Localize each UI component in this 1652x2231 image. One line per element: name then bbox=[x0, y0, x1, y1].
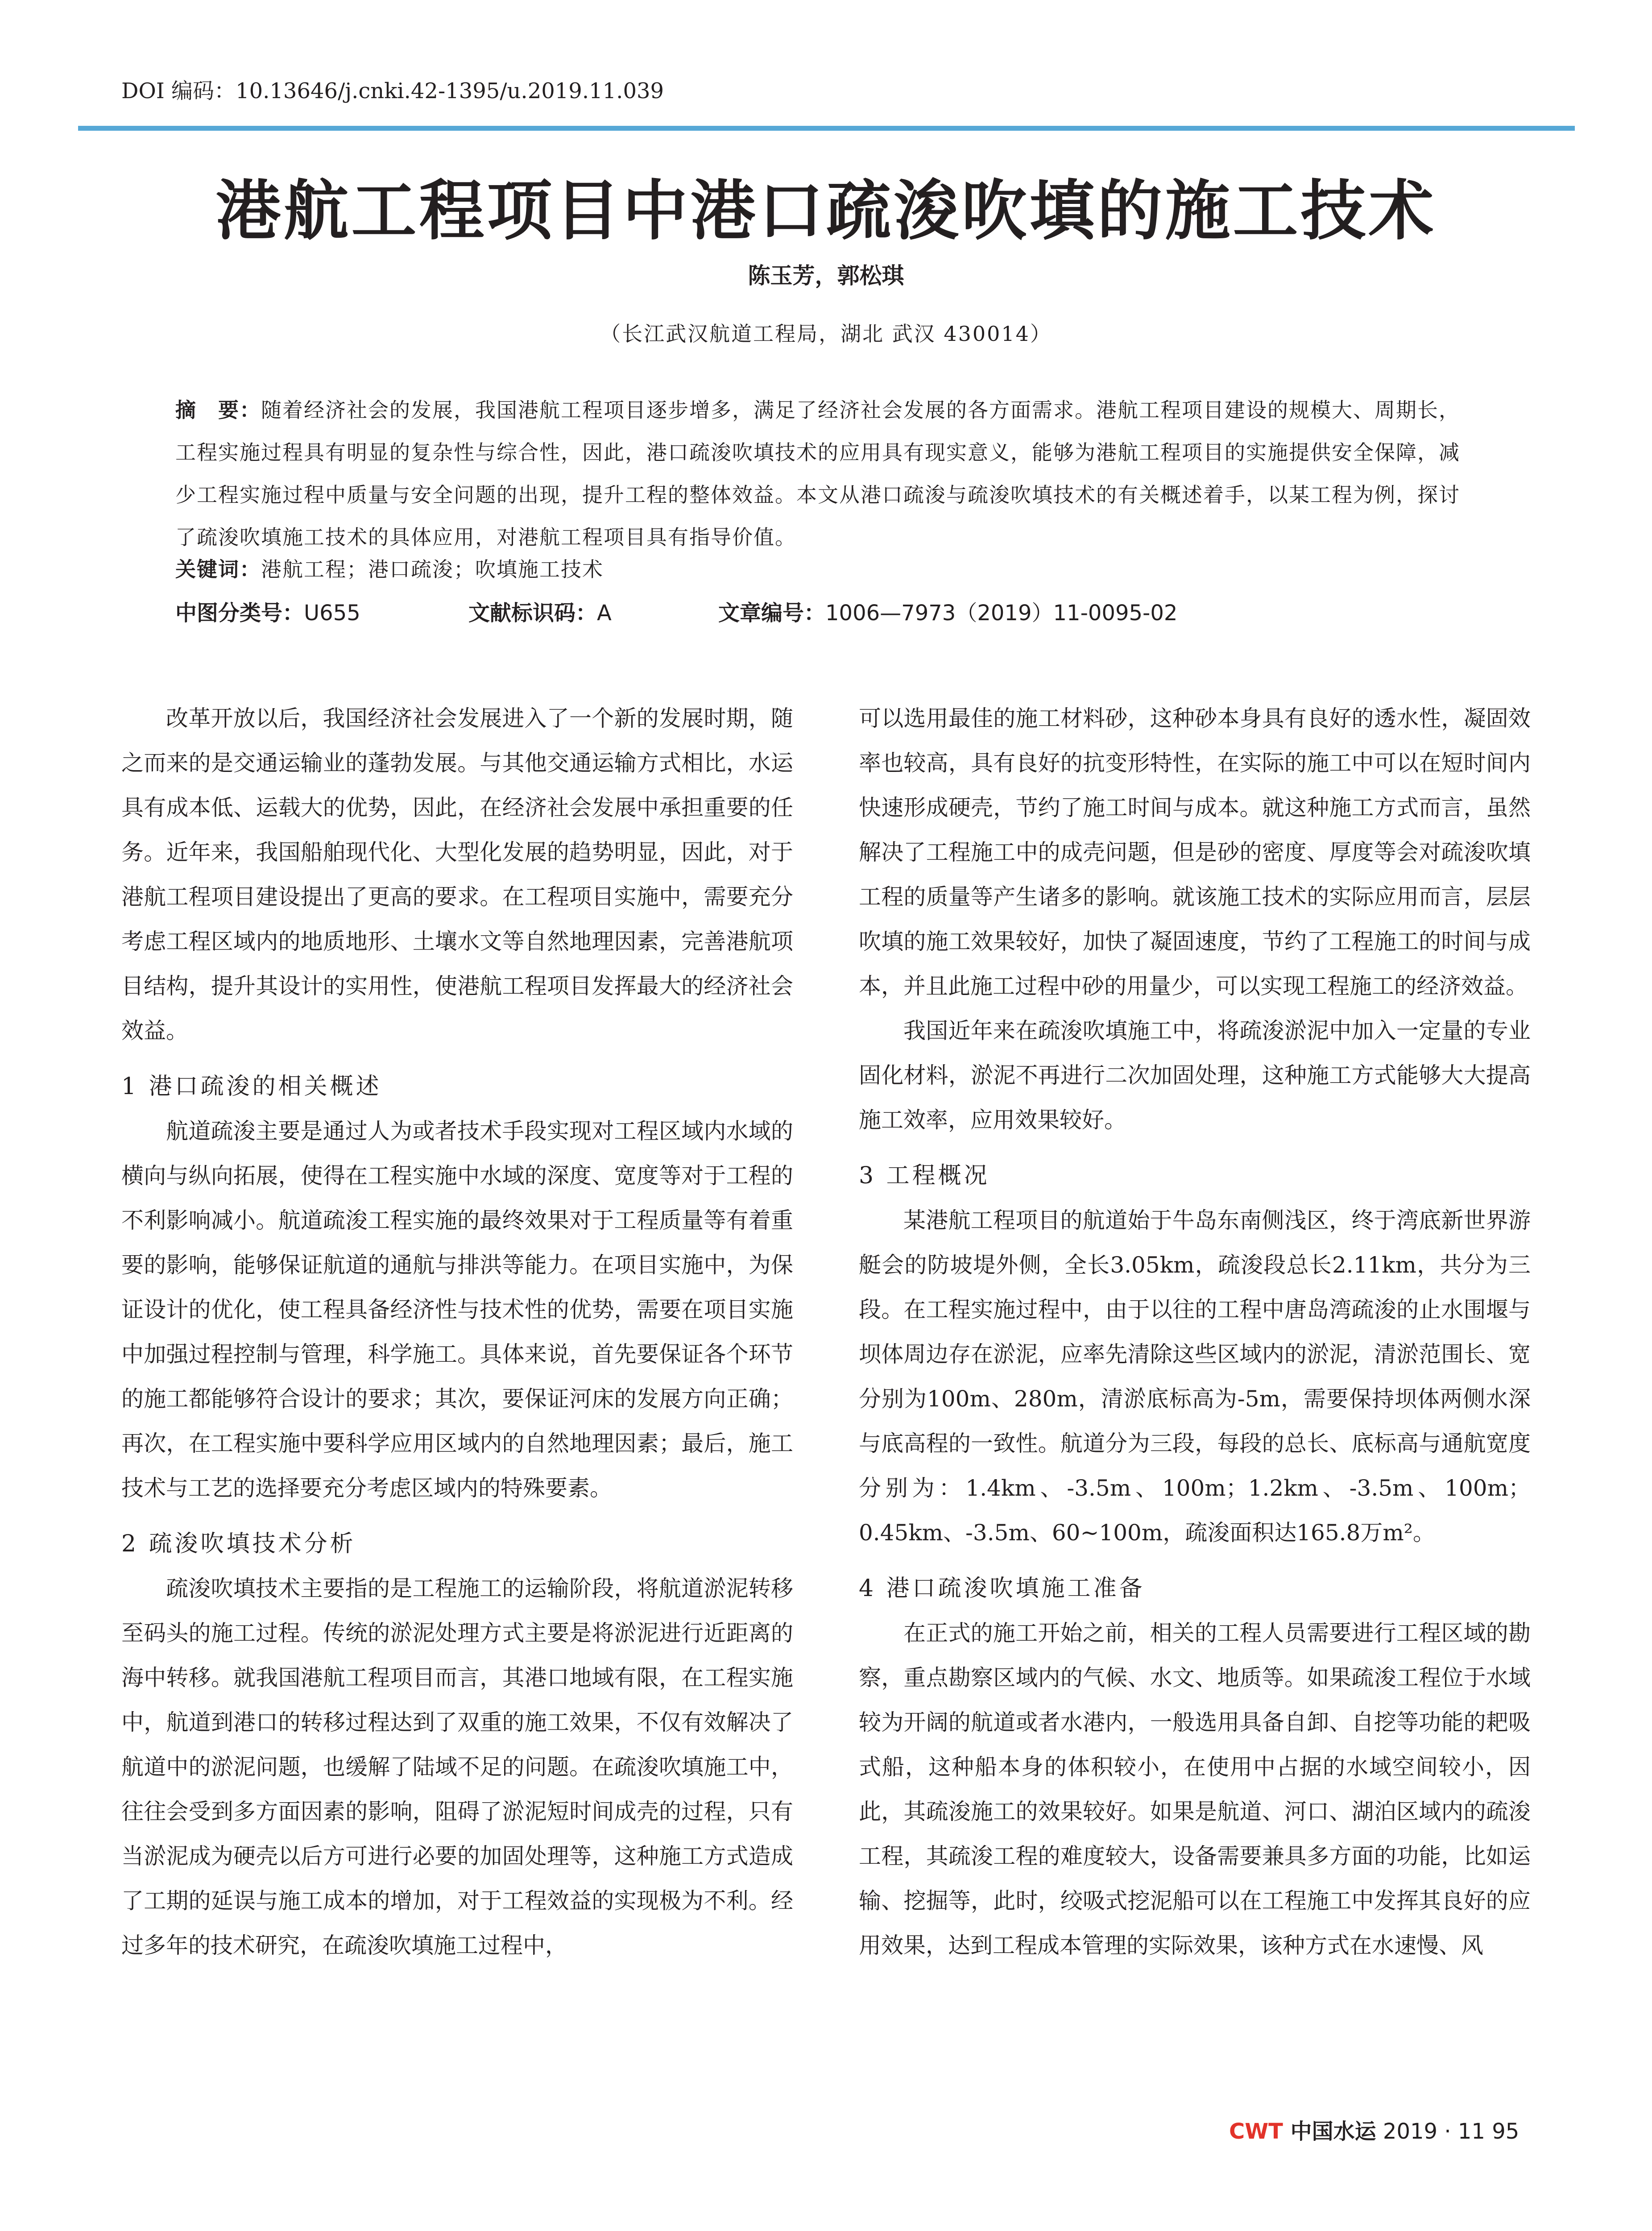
right-column bbox=[859, 696, 1531, 1968]
section-4-paragraph: 在正式的施工开始之前，相关的工程人员需要进行工程区域的勘察，重点勘察区域内的气候、水文、地质等。如果疏浚工程位于水域较为开阔的航道或者水港内，一般选用具备自卸、自挖等功能的耙吸式船，这种船本身的体积较小，在使用中占据的水域空间较小，因此，其疏浚施工的效果较好。如果是航道、河口、湖泊区域内的疏浚工程，其疏浚工程的难度较大，设备需要兼具多方面的功能，比如运输、挖掘等，此时，绞吸式挖泥船可以在工程施工中发挥其良好的应用效果，达到工程成本管理的实际效果，该种方式在水速慢、风 bbox=[859, 1620, 1531, 1958]
section-3-paragraph: 某港航工程项目的航道始于牛岛东南侧浅区，终于湾底新世界游艇会的防坡堤外侧，全长3.05km，疏浚段总长2.11km，共分为三段。在工程实施过程中，由于以往的工程中唐岛湾疏浚的止水围堰与坝体周边存在淤泥，应率先清除这些区域内的淤泥，清淤范围长、宽分别为100m、280m，清淤底标高为-5m，需要保持坝体两侧水深与底高程的一致性。航道分为三段，每段的总长、底标高与通航宽度分别为：1.4km、-3.5m、100m；1.2km、-3.5m、100m；0.45km、-3.5m、60~100m，疏浚面积达165.8万m²。 bbox=[859, 1207, 1531, 1546]
section-2-paragraph-2: 我国近年来在疏浚吹填施工中，将疏浚淤泥中加入一定量的专业固化材料，淤泥不再进行二次加固处理，这种施工方式能够大大提高施工效率，应用效果较好。 bbox=[859, 1018, 1531, 1133]
doi-line: DOI 编码：10.13646/j.cnki.42-1395/u.2019.11.039 bbox=[121, 79, 664, 104]
articleno-block bbox=[718, 596, 1177, 626]
journal-logo bbox=[1229, 2119, 1376, 2144]
affiliation: （长江武汉航道工程局，湖北 武汉 430014） bbox=[600, 322, 1052, 346]
clc-block bbox=[175, 596, 360, 626]
authors: 陈玉芳，郭松琪 bbox=[748, 263, 904, 289]
doccode-label: 文献标识码： bbox=[468, 601, 597, 626]
keywords-text: 港航工程；港口疏浚；吹填施工技术 bbox=[261, 557, 604, 581]
abstract-block bbox=[175, 389, 1476, 559]
section-3-heading: 3 工程概况 bbox=[859, 1162, 990, 1189]
intro-paragraph: 改革开放以后，我国经济社会发展进入了一个新的发展时期，随之而来的是交通运输业的蓬勃发展。与其他交通运输方式相比，水运具有成本低、运载大的优势，因此，在经济社会发展中承担重要的任务。近年来，我国船舶现代化、大型化发展的趋势明显，因此，对于港航工程项目建设提出了更高的要求。在工程项目实施中，需要充分考虑工程区域内的地质地形、土壤水文等自然地理因素，完善港航项目结构，提升其设计的实用性，使港航工程项目发挥最大的经济社会效益。 bbox=[121, 705, 793, 1044]
left-column bbox=[121, 696, 793, 1968]
clc-label: 中图分类号： bbox=[175, 601, 304, 626]
page-footer bbox=[1229, 2114, 1519, 2145]
articleno-value: 1006—7973（2019）11-0095-02 bbox=[825, 601, 1178, 626]
journal-logo-cwt: CWT bbox=[1229, 2119, 1283, 2144]
section-1-heading: 1 港口疏浚的相关概述 bbox=[121, 1073, 382, 1100]
doccode-value: A bbox=[597, 601, 612, 626]
section-2-paragraph: 疏浚吹填技术主要指的是工程施工的运输阶段，将航道淤泥转移至码头的施工过程。传统的淤泥处理方式主要是将淤泥进行近距离的海中转移。就我国港航工程项目而言，其港口地域有限，在工程实施中，航道到港口的转移过程达到了双重的施工效果，不仅有效解决了航道中的淤泥问题，也缓解了陆域不足的问题。在疏浚吹填施工中，往往会受到多方面因素的影响，阻碍了淤泥短时间成壳的过程，只有当淤泥成为硬壳以后方可进行必要的加固处理等，这种施工方式造成了工期的延误与施工成本的增加，对于工程效益的实现极为不利。经过多年的技术研究，在疏浚吹填施工过程中， bbox=[121, 1576, 793, 1958]
section-2-heading: 2 疏浚吹填技术分析 bbox=[121, 1530, 356, 1557]
journal-name: 中国水运 bbox=[1290, 2119, 1376, 2144]
abstract-text: 随着经济社会的发展，我国港航工程项目逐步增多，满足了经济社会发展的各方面需求。港航工程项目建设的规模大、周期长，工程实施过程具有明显的复杂性与综合性，因此，港口疏浚吹填技术的应用具有现实意义，能够为港航工程项目的实施提供安全保障，减少工程实施过程中质量与安全问题的出现，提升工程的整体效益。本文从港口疏浚与疏浚吹填技术的有关概述着手，以某工程为例，探讨了疏浚吹填施工技术的具体应用，对港航工程项目具有指导价值。 bbox=[175, 398, 1460, 549]
keywords-block bbox=[175, 553, 604, 583]
issue-number: 2019 · 11 bbox=[1383, 2119, 1485, 2144]
section-2-paragraph-continued: 可以选用最佳的施工材料砂，这种砂本身具有良好的透水性，凝固效率也较高，具有良好的抗变形特性，在实际的施工中可以在短时间内快速形成硬壳，节约了施工时间与成本。就这种施工方式而言，虽然解决了工程施工中的成壳问题，但是砂的密度、厚度等会对疏浚吹填工程的质量等产生诸多的影响。就该施工技术的实际应用而言，层层吹填的施工效果较好，加快了凝固速度，节约了工程施工的时间与成本，并且此施工过程中砂的用量少，可以实现工程施工的经济效益。 bbox=[859, 705, 1531, 999]
article-title: 港航工程项目中港口疏浚吹填的施工技术 bbox=[215, 173, 1437, 249]
clc-value: U655 bbox=[304, 601, 360, 626]
abstract-label: 摘 要： bbox=[175, 398, 261, 422]
page-number: 95 bbox=[1492, 2119, 1520, 2144]
doccode-block bbox=[468, 596, 612, 626]
articleno-label: 文章编号： bbox=[718, 601, 826, 626]
header-rule bbox=[78, 126, 1575, 131]
section-1-paragraph: 航道疏浚主要是通过人为或者技术手段实现对工程区域内水域的横向与纵向拓展，使得在工程实施中水域的深度、宽度等对于工程的不利影响减小。航道疏浚工程实施的最终效果对于工程质量等有着重要的影响，能够保证航道的通航与排洪等能力。在项目实施中，为保证设计的优化，使工程具备经济性与技术性的优势，需要在项目实施中加强过程控制与管理，科学施工。具体来说，首先要保证各个环节的施工都能够符合设计的要求；其次，要保证河床的发展方向正确；再次，在工程实施中要科学应用区域内的自然地理因素；最后，施工技术与工艺的选择要充分考虑区域内的特殊要素。 bbox=[121, 1118, 793, 1501]
keywords-label: 关键词： bbox=[175, 557, 261, 581]
section-4-heading: 4 港口疏浚吹填施工准备 bbox=[859, 1575, 1145, 1602]
